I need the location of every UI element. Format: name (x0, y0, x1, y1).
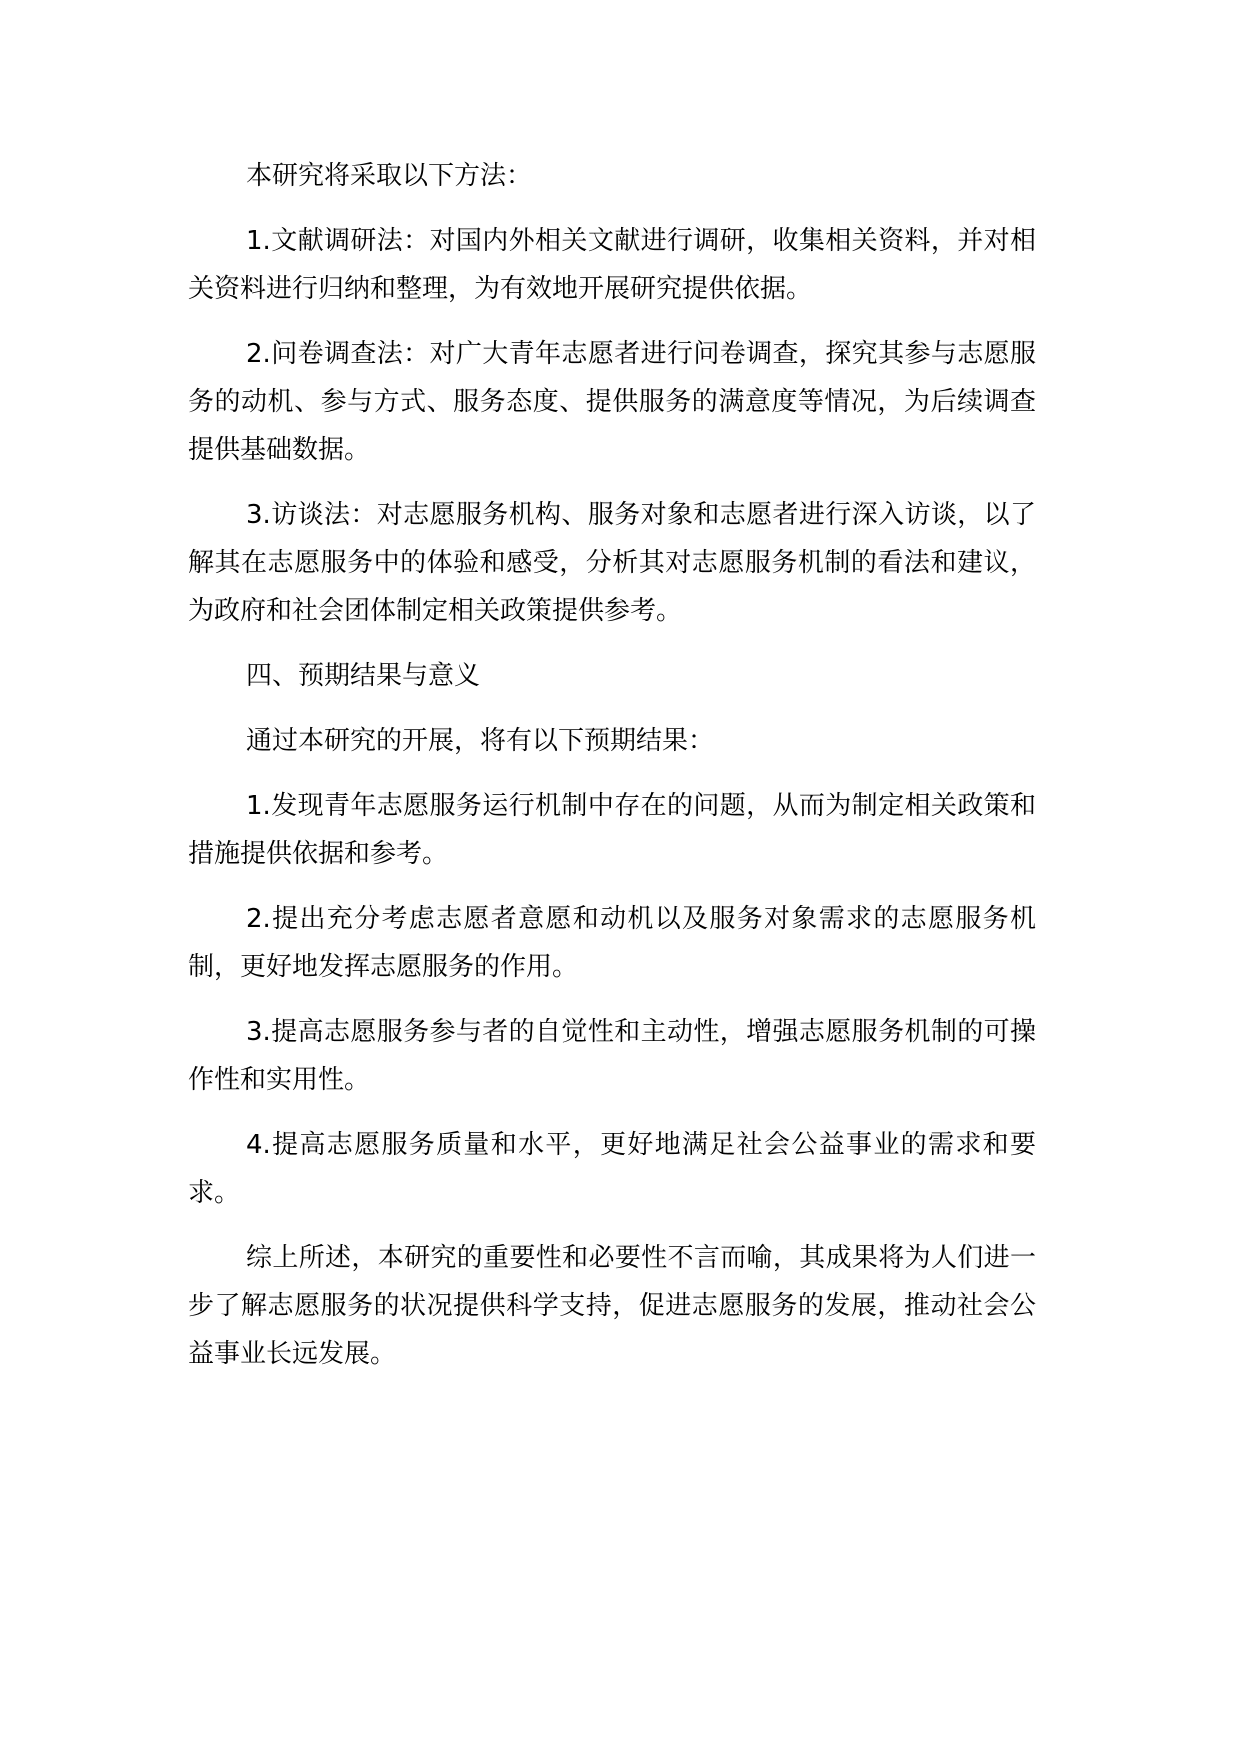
paragraph-conclusion: 综上所述，本研究的重要性和必要性不言而喻，其成果将为人们进一步了解志愿服务的状况提供科学支持，促进志愿服务的发展，推动社会公益事业长远发展。 (188, 1243, 1036, 1369)
paragraph-result-3: 3.提高志愿服务参与者的自觉性和主动性，增强志愿服务机制的可操作性和实用性。 (188, 1017, 1036, 1095)
paragraph-result-4: 4.提高志愿服务质量和水平，更好地满足社会公益事业的需求和要求。 (188, 1130, 1036, 1208)
paragraph-method-questionnaire: 2.问卷调查法：对广大青年志愿者进行问卷调查，探究其参与志愿服务的动机、参与方式、服务态度、提供服务的满意度等情况，为后续调查提供基础数据。 (188, 339, 1036, 465)
document-body (188, 152, 1036, 1395)
paragraph-method-literature: 1.文献调研法：对国内外相关文献进行调研，收集相关资料，并对相关资料进行归纳和整理，为有效地开展研究提供依据。 (188, 226, 1036, 304)
paragraph-result-1: 1.发现青年志愿服务运行机制中存在的问题，从而为制定相关政策和措施提供依据和参考。 (188, 791, 1036, 869)
paragraph-methods-intro: 本研究将采取以下方法： (246, 161, 533, 191)
paragraph-result-2: 2.提出充分考虑志愿者意愿和动机以及服务对象需求的志愿服务机制，更好地发挥志愿服务的作用。 (188, 904, 1036, 982)
section-heading-expected-results: 四、预期结果与意义 (246, 661, 481, 691)
paragraph-results-intro: 通过本研究的开展，将有以下预期结果： (246, 726, 715, 756)
paragraph-method-interview: 3.访谈法：对志愿服务机构、服务对象和志愿者进行深入访谈，以了解其在志愿服务中的体验和感受，分析其对志愿服务机制的看法和建议，为政府和社会团体制定相关政策提供参考。 (188, 500, 1036, 626)
